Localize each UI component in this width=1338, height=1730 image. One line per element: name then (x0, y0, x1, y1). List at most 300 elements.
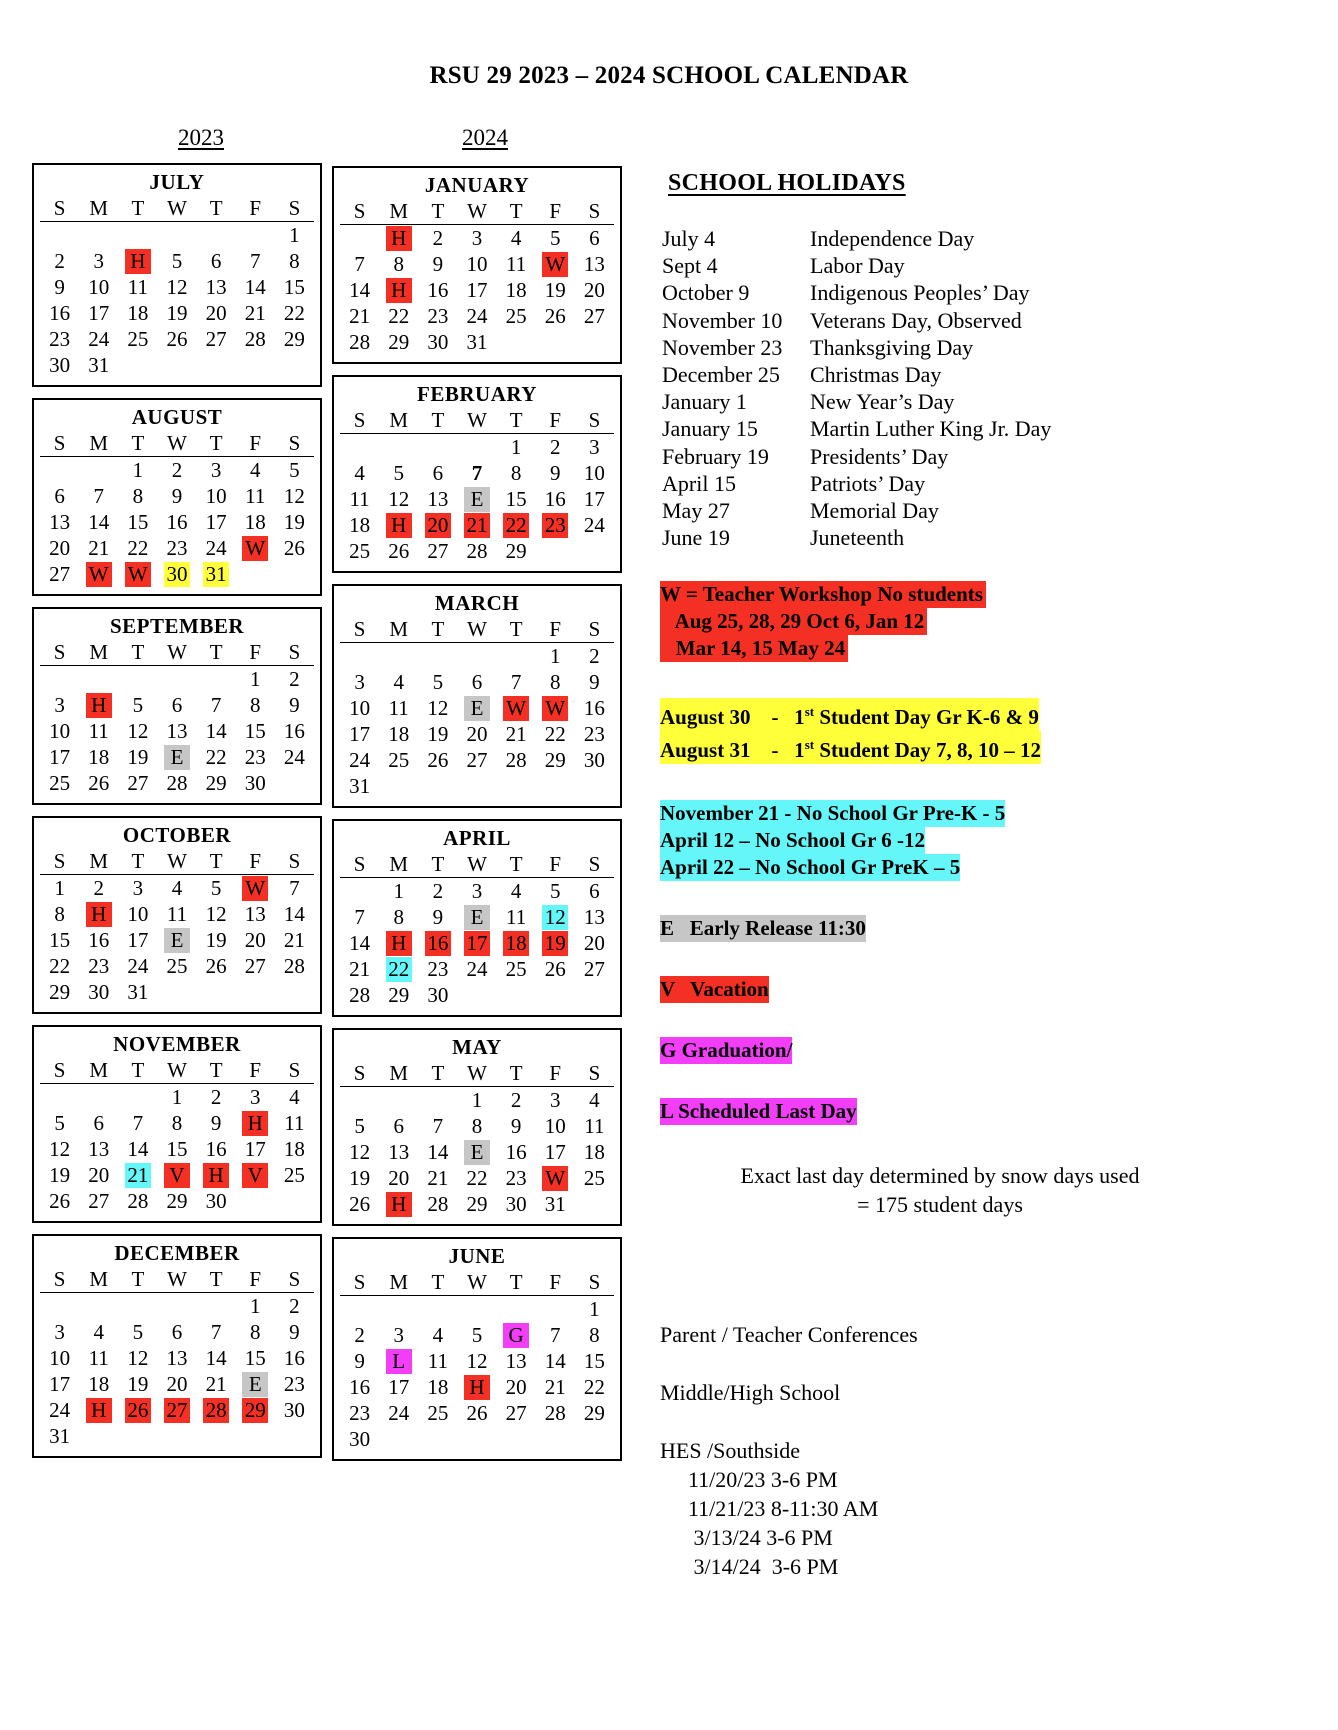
day-value: 20 (505, 1375, 527, 1399)
day-cell (575, 251, 614, 277)
day-value: 7 (210, 693, 222, 717)
week-row (340, 225, 614, 252)
day-value: 6 (54, 484, 65, 508)
legend-first-student-days (660, 698, 1320, 764)
day-cell (340, 1322, 379, 1348)
weekday-header: T (197, 195, 236, 222)
day-cell (275, 875, 314, 902)
day-value: 8 (471, 1114, 483, 1138)
day-cell-empty (536, 538, 575, 564)
day-cell (418, 1348, 457, 1374)
day-value: 20 (49, 536, 71, 560)
day-cell (118, 457, 157, 484)
day-value: 1 (393, 879, 404, 903)
day-cell (40, 927, 79, 953)
day-cell-empty (575, 1426, 614, 1452)
week-row (40, 1345, 314, 1371)
holiday-date: July 4 (662, 226, 716, 251)
holiday-row (662, 334, 1051, 361)
day-value: 1 (250, 1294, 261, 1318)
day-value: 15 (244, 1346, 266, 1370)
day-cell (340, 1348, 379, 1374)
day-value: 17 (127, 928, 149, 952)
holiday-name: Christmas Day (810, 362, 942, 388)
day-value: 8 (589, 1323, 600, 1347)
day-value: 7 (510, 670, 522, 694)
week-row (340, 251, 614, 277)
weekday-header: S (275, 1057, 314, 1084)
day-cell (497, 1374, 536, 1400)
day-value: G (503, 1323, 529, 1348)
week-row (40, 1293, 314, 1320)
day-cell (497, 1191, 536, 1217)
day-cell (418, 1165, 457, 1191)
weekday-header: S (575, 616, 614, 643)
day-value: 27 (583, 957, 605, 981)
day-value: 23 (49, 327, 71, 351)
day-value: 19 (349, 1166, 371, 1190)
day-cell (275, 1371, 314, 1397)
day-value: 22 (386, 957, 412, 982)
day-cell (118, 1371, 157, 1397)
day-value: 20 (205, 301, 227, 325)
day-cell (575, 1087, 614, 1114)
day-cell-empty (340, 225, 379, 252)
day-cell (197, 927, 236, 953)
day-cell (536, 434, 575, 461)
day-value: 21 (244, 301, 266, 325)
weekday-header-row (340, 1269, 614, 1296)
day-cell-empty (79, 222, 118, 249)
day-cell (118, 535, 157, 561)
weekday-header: S (575, 407, 614, 434)
day-cell (536, 512, 575, 538)
day-value: 28 (127, 1189, 149, 1213)
day-value: E (464, 1140, 490, 1165)
day-cell (197, 326, 236, 352)
day-value: 6 (171, 1320, 183, 1344)
day-value: 8 (171, 1111, 183, 1135)
day-value: 23 (349, 1401, 371, 1425)
weekday-header: S (575, 1060, 614, 1087)
day-value: 20 (88, 1163, 110, 1187)
day-value: 7 (354, 252, 365, 276)
day-value: 25 (49, 771, 71, 795)
day-value: 4 (354, 461, 365, 485)
day-cell (275, 457, 314, 484)
weekday-header: W (157, 195, 196, 222)
day-cell-empty (197, 352, 236, 378)
day-value: 7 (354, 905, 365, 929)
day-value: 3 (589, 435, 600, 459)
day-cell (418, 956, 457, 982)
weekday-header: F (236, 195, 275, 222)
day-cell (236, 1110, 275, 1136)
day-cell (236, 457, 275, 484)
day-cell-empty (40, 1084, 79, 1111)
day-cell (118, 561, 157, 587)
weekday-header: M (379, 1060, 418, 1087)
day-cell (575, 277, 614, 303)
day-cell (457, 329, 496, 355)
day-value: 24 (205, 536, 227, 560)
day-cell (379, 1322, 418, 1348)
day-value: 28 (427, 1192, 449, 1216)
holiday-date: April 15 (662, 470, 736, 496)
day-value: 11 (245, 484, 266, 508)
week-row (40, 1397, 314, 1423)
day-value: 9 (432, 905, 444, 929)
day-value: 30 (283, 1398, 305, 1422)
day-cell (497, 277, 536, 303)
month-grid (340, 1060, 614, 1217)
day-value: 12 (283, 484, 305, 508)
day-cell (118, 509, 157, 535)
day-cell (379, 512, 418, 538)
day-cell (457, 1113, 496, 1139)
day-cell (575, 956, 614, 982)
day-value: 20 (466, 722, 488, 746)
day-value: 26 (544, 957, 566, 981)
day-cell (457, 1322, 496, 1348)
day-cell (418, 1400, 457, 1426)
day-value: 31 (49, 1424, 71, 1448)
day-value: 22 (388, 304, 410, 328)
day-cell (379, 956, 418, 982)
day-cell-empty (40, 666, 79, 693)
day-value: 23 (283, 1372, 305, 1396)
day-value: 21 (88, 536, 110, 560)
day-value: 14 (349, 278, 371, 302)
day-cell-empty (418, 643, 457, 670)
weekday-header: T (118, 848, 157, 875)
day-value: 2 (289, 667, 300, 691)
day-cell (418, 1374, 457, 1400)
day-cell (197, 274, 236, 300)
day-cell (418, 1191, 457, 1217)
weekday-header: W (157, 430, 196, 457)
day-cell (457, 512, 496, 538)
month-name: MAY (452, 1035, 502, 1059)
day-value: 16 (88, 928, 110, 952)
day-cell (536, 878, 575, 905)
day-cell (236, 509, 275, 535)
day-value: 21 (505, 722, 527, 746)
day-cell (157, 1319, 196, 1345)
day-cell (575, 1322, 614, 1348)
day-cell (457, 460, 496, 486)
day-value: 25 (505, 304, 527, 328)
day-cell (575, 303, 614, 329)
day-cell-empty (457, 1426, 496, 1452)
day-cell (197, 744, 236, 770)
day-cell (536, 956, 575, 982)
day-value: 17 (49, 745, 71, 769)
day-cell (575, 1296, 614, 1323)
day-cell-empty (40, 1293, 79, 1320)
day-value: 5 (132, 693, 144, 717)
day-cell (497, 460, 536, 486)
weekday-header: F (536, 1060, 575, 1087)
day-cell (418, 695, 457, 721)
day-cell-empty (275, 561, 314, 587)
day-value: 26 (544, 304, 566, 328)
day-value: 15 (283, 275, 305, 299)
day-cell (118, 1319, 157, 1345)
day-value: 11 (506, 905, 527, 929)
conference-date: 11/20/23 3-6 PM (688, 1467, 838, 1492)
conferences-hes-dates (688, 1465, 918, 1581)
month-grid (40, 639, 314, 796)
day-cell (197, 718, 236, 744)
week-row (40, 901, 314, 927)
weekday-header: S (340, 1269, 379, 1296)
day-value: 27 (205, 327, 227, 351)
day-cell (575, 486, 614, 512)
day-value: W (542, 696, 568, 721)
day-value: 17 (464, 931, 490, 956)
conference-date: 3/13/24 3-6 PM (688, 1525, 833, 1550)
weekday-header: T (497, 407, 536, 434)
day-cell (418, 721, 457, 747)
weekday-header: S (40, 848, 79, 875)
day-value: 23 (583, 722, 605, 746)
day-cell (457, 486, 496, 512)
day-cell (340, 930, 379, 956)
week-row (40, 666, 314, 693)
day-value: 6 (589, 879, 600, 903)
day-cell (457, 878, 496, 905)
day-cell (79, 1371, 118, 1397)
week-row (40, 509, 314, 535)
weekday-header: S (575, 1269, 614, 1296)
day-value: 19 (544, 278, 566, 302)
conferences-hes-label: HES /Southside (660, 1438, 800, 1463)
day-cell (118, 1397, 157, 1423)
week-row (340, 1087, 614, 1114)
day-cell (79, 509, 118, 535)
day-value: 24 (388, 1401, 410, 1425)
day-cell (118, 927, 157, 953)
day-cell (575, 747, 614, 773)
day-value: 3 (250, 1085, 261, 1109)
day-value: 4 (510, 879, 522, 903)
day-cell (575, 721, 614, 747)
weekday-header-row (40, 1057, 314, 1084)
day-value: 18 (244, 510, 266, 534)
weekday-header-row (40, 639, 314, 666)
day-cell (40, 718, 79, 744)
week-row (340, 878, 614, 905)
day-value: 22 (205, 745, 227, 769)
day-cell (40, 901, 79, 927)
legend-line: Aug 25, 28, 29 Oct 6, Jan 12 (660, 608, 927, 635)
weekday-header-row (340, 1060, 614, 1087)
day-value: 27 (583, 304, 605, 328)
day-value: 24 (127, 954, 149, 978)
weekday-header: T (197, 1266, 236, 1293)
day-value: 28 (505, 748, 527, 772)
day-value: 21 (125, 1163, 151, 1188)
day-value: 16 (583, 696, 605, 720)
day-cell (275, 1397, 314, 1423)
day-cell (79, 1162, 118, 1188)
holiday-name: Martin Luther King Jr. Day (810, 416, 1052, 442)
day-value: 16 (544, 487, 566, 511)
day-cell (457, 538, 496, 564)
day-cell-empty (418, 1296, 457, 1323)
day-cell-empty (379, 643, 418, 670)
day-value: 7 (432, 1114, 444, 1138)
day-value: 16 (427, 278, 449, 302)
day-cell (497, 669, 536, 695)
day-cell (236, 1293, 275, 1320)
day-value: 20 (166, 1372, 188, 1396)
day-value: 6 (210, 249, 222, 273)
day-cell (457, 721, 496, 747)
day-cell (418, 669, 457, 695)
day-value: 2 (510, 1088, 522, 1112)
day-cell (236, 326, 275, 352)
month-grid (340, 1269, 614, 1452)
holiday-row (662, 388, 1051, 415)
legend-line: Mar 14, 15 May 24 (660, 635, 848, 662)
day-value: 23 (542, 513, 568, 538)
day-cell (379, 695, 418, 721)
day-value: 19 (427, 722, 449, 746)
day-value: 24 (466, 957, 488, 981)
week-row (40, 535, 314, 561)
day-cell (497, 1165, 536, 1191)
day-cell (118, 274, 157, 300)
day-value: 3 (354, 670, 365, 694)
day-cell (536, 1348, 575, 1374)
day-value: 18 (349, 513, 371, 537)
day-value: 11 (506, 252, 527, 276)
month-name: MARCH (434, 591, 520, 615)
day-cell (497, 1348, 536, 1374)
weekday-header: F (236, 430, 275, 457)
day-cell (157, 1345, 196, 1371)
day-value: 24 (349, 748, 371, 772)
holiday-row (662, 307, 1051, 334)
day-cell (197, 1084, 236, 1111)
right-info-panel (660, 170, 1320, 1219)
day-cell (575, 1165, 614, 1191)
day-cell (197, 770, 236, 796)
day-cell-empty (497, 329, 536, 355)
weekday-header: F (236, 848, 275, 875)
parent-teacher-conferences (660, 1320, 918, 1581)
month-box-july (32, 163, 322, 387)
day-value: 19 (542, 931, 568, 956)
weekday-header: T (118, 430, 157, 457)
weekday-header: F (536, 1269, 575, 1296)
day-cell (575, 460, 614, 486)
weekday-header: M (79, 430, 118, 457)
day-cell (497, 251, 536, 277)
day-value: 3 (54, 693, 65, 717)
holiday-name: Labor Day (810, 253, 905, 279)
month-name: NOVEMBER (113, 1032, 241, 1056)
day-value: 19 (49, 1163, 71, 1187)
day-cell (40, 300, 79, 326)
day-cell (340, 1426, 379, 1452)
day-value: 22 (49, 954, 71, 978)
day-cell-empty (118, 222, 157, 249)
day-cell (118, 901, 157, 927)
month-name: APRIL (443, 826, 511, 850)
day-value: 2 (432, 879, 444, 903)
day-cell (497, 956, 536, 982)
day-value: 13 (388, 1140, 410, 1164)
day-cell-empty (575, 1191, 614, 1217)
day-cell-empty (118, 666, 157, 693)
day-cell (79, 1136, 118, 1162)
day-value: 11 (584, 1114, 605, 1138)
day-value: 26 (166, 327, 188, 351)
day-cell-empty (340, 878, 379, 905)
day-value: 28 (349, 983, 371, 1007)
day-value: 9 (289, 1320, 300, 1344)
month-name: OCTOBER (122, 823, 232, 847)
holiday-name: Veterans Day, Observed (810, 307, 1022, 333)
day-value: 23 (427, 957, 449, 981)
day-cell (379, 1191, 418, 1217)
day-value: 21 (349, 957, 371, 981)
day-cell (118, 326, 157, 352)
day-cell-empty (340, 434, 379, 461)
week-row (340, 956, 614, 982)
day-value: 29 (166, 1189, 188, 1213)
day-cell (275, 509, 314, 535)
day-cell (536, 1322, 575, 1348)
day-value: 10 (49, 1346, 71, 1370)
day-value: 3 (393, 1323, 404, 1347)
week-row (40, 248, 314, 274)
year-label-2024: 2024 (462, 125, 508, 150)
day-value: 9 (550, 461, 561, 485)
week-row (40, 1110, 314, 1136)
day-value: E (464, 696, 490, 721)
day-cell (275, 1136, 314, 1162)
weekday-header: T (197, 430, 236, 457)
day-cell (157, 535, 196, 561)
school-holidays-heading: SCHOOL HOLIDAYS (668, 170, 906, 196)
day-cell (157, 1110, 196, 1136)
day-cell (40, 535, 79, 561)
day-cell (236, 875, 275, 902)
day-cell-empty (536, 1296, 575, 1323)
day-cell (118, 953, 157, 979)
day-value: 9 (171, 484, 183, 508)
day-cell (79, 718, 118, 744)
holiday-date: November 10 (662, 307, 783, 333)
day-value: H (386, 513, 412, 538)
day-cell (197, 561, 236, 587)
weekday-header-row (340, 198, 614, 225)
day-value: 26 (466, 1401, 488, 1425)
legend-early-release (660, 915, 1320, 942)
weekday-header: M (79, 848, 118, 875)
day-value: 12 (49, 1137, 71, 1161)
day-value: 8 (289, 249, 300, 273)
day-cell-empty (457, 773, 496, 799)
day-value: 6 (393, 1114, 404, 1138)
day-value: 14 (88, 510, 110, 534)
day-value: 14 (427, 1140, 449, 1164)
weekday-header-row (340, 851, 614, 878)
